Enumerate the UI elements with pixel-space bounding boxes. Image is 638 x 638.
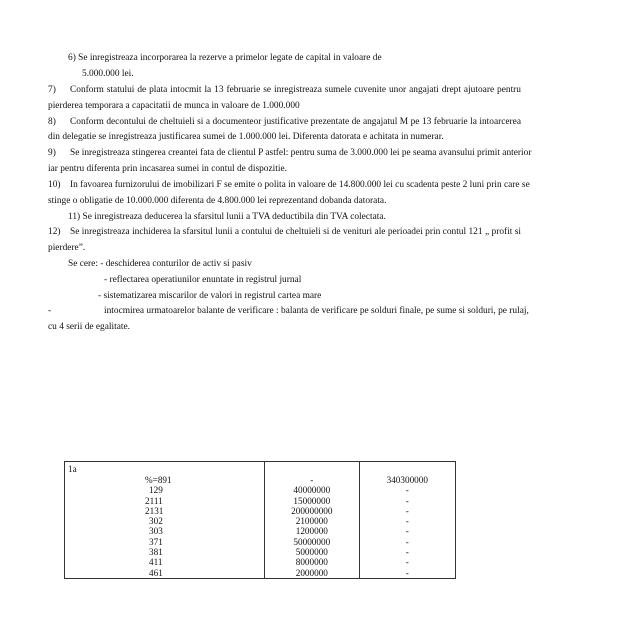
- item-8-line-2: din delegatie se inregistreaza justificarea sumei de 1.000.000 lei. Diferenta datorata e achitata in numerar.: [48, 132, 444, 142]
- debit-amount: 200000000: [291, 505, 333, 516]
- credit-amount: -: [405, 495, 409, 506]
- debit-amount: 5000000: [295, 547, 328, 558]
- debit-amount: 15000000: [293, 495, 331, 506]
- requirement-4-line-2: cu 4 serii de egalitate.: [48, 322, 130, 332]
- item-12-number: 12): [48, 227, 61, 237]
- item-9-line-2: iar pentru diferenta prin incasarea sumei in contul de dispozitie.: [48, 164, 287, 174]
- item-12-line-1: [48, 226, 521, 238]
- header-spacer: [360, 462, 455, 475]
- requirement-3: - sistematizarea miscarilor de valori in registrul cartea mare: [98, 291, 322, 301]
- account-cell: 129: [149, 485, 163, 496]
- credit-amount: -: [405, 567, 409, 578]
- item-7-line-2: pierderea temporara a capacitatii de munca in valoare de 1.000.000: [48, 101, 300, 111]
- table-cell-accounts: [65, 462, 265, 579]
- item-9-line-1: [48, 147, 532, 159]
- requirement-4-line-1: intocmirea urmatoarelor balante de verificare : balanta de verificare pe solduri finale, pe sume si solduri, pe rulaj,: [104, 306, 529, 316]
- journal-entry-table: [64, 461, 456, 579]
- item-9-text-1: Se inregistreaza stingerea creantei fata de clientul P astfel: pentru suma de 3.000.000 lei pe seama avansului primit anterior: [70, 148, 532, 158]
- debit-amount: -: [310, 475, 314, 485]
- credit-amount: -: [405, 547, 409, 558]
- item-6-line-1: 6) Se inregistreaza incorporarea la rezerve a primelor legate de capital in valoare de: [68, 53, 382, 63]
- item-8-number: 8): [48, 117, 56, 127]
- table-cell-credit: [359, 462, 455, 579]
- debit-amount: 50000000: [293, 536, 331, 547]
- requirements-lead: Se cere: - deschiderea conturilor de activ si pasiv: [68, 259, 252, 269]
- entry-label: 1a: [68, 464, 77, 474]
- item-6-line-2: 5.000.000 lei.: [82, 69, 134, 79]
- item-8-text-1: Conform decontului de cheltuieli si a documenteor justificative prezentate de angajatul M pe 13 februarie la intoarcerea: [70, 117, 521, 127]
- credit-amount: -: [405, 557, 409, 568]
- credit-amount: -: [405, 505, 409, 516]
- debit-amount: 1200000: [295, 526, 328, 537]
- item-8-line-1: [48, 116, 521, 128]
- account-cell: 303: [149, 526, 163, 537]
- credit-amount: -: [405, 536, 409, 547]
- account-cell: 381: [149, 547, 163, 558]
- item-12-text-1: Se inregistreaza inchiderea la sfarsitul lunii a contului de cheltuieli si de venituri ale perioadei prin contul 121 „ profit si: [70, 227, 521, 237]
- requirement-2: - reflectarea operatiunilor enuntate in registrul jurnal: [104, 275, 302, 285]
- item-10-number: 10): [48, 180, 61, 190]
- credit-amount: -: [405, 516, 409, 527]
- item-10-line-2: stinge o obligatie de 10.000.000 diferenta de 4.800.000 lei reprezentand dobanda datorata.: [48, 196, 387, 206]
- credit-amount: 340300000: [386, 475, 428, 485]
- table-cell-debit: [265, 462, 359, 579]
- account-cell: 2111: [145, 495, 163, 506]
- credit-amount: -: [405, 526, 409, 537]
- item-10-line-1: [48, 179, 530, 191]
- item-9-number: 9): [48, 148, 56, 158]
- debit-amount: 2000000: [295, 567, 328, 578]
- account-cell: 371: [149, 536, 163, 547]
- item-7-number: 7): [48, 85, 56, 95]
- account-cell: 461: [149, 567, 163, 578]
- account-cell: 2131: [145, 505, 164, 516]
- account-cell: 411: [149, 557, 163, 568]
- item-11-line: 11) Se inregistreaza deducerea la sfarsitul lunii a TVA deductibila din TVA colectata.: [68, 212, 386, 222]
- item-7-text-1: Conform statului de plata intocmit la 13 februarie se inregistreaza sumele cuvenite unor angajati drept ajutoare pentru: [70, 85, 521, 95]
- credit-amount: -: [405, 485, 409, 496]
- item-12-line-2: pierdere”.: [48, 243, 86, 253]
- debit-amount: 2100000: [295, 516, 328, 527]
- header-spacer: [265, 462, 358, 475]
- table-row: [65, 462, 456, 579]
- debit-amount: 40000000: [293, 485, 331, 496]
- item-7-line-1: [48, 84, 521, 96]
- item-10-text-1: In favoarea furnizorului de imobilizari F se emite o polita in valoare de 14.800.000 lei cu scadenta peste 2 luni prin care se: [70, 180, 530, 190]
- account-cell: 302: [149, 516, 163, 527]
- account-cell: %=891: [145, 475, 172, 485]
- requirement-4-dash: -: [48, 306, 52, 316]
- debit-amount: 8000000: [295, 557, 328, 568]
